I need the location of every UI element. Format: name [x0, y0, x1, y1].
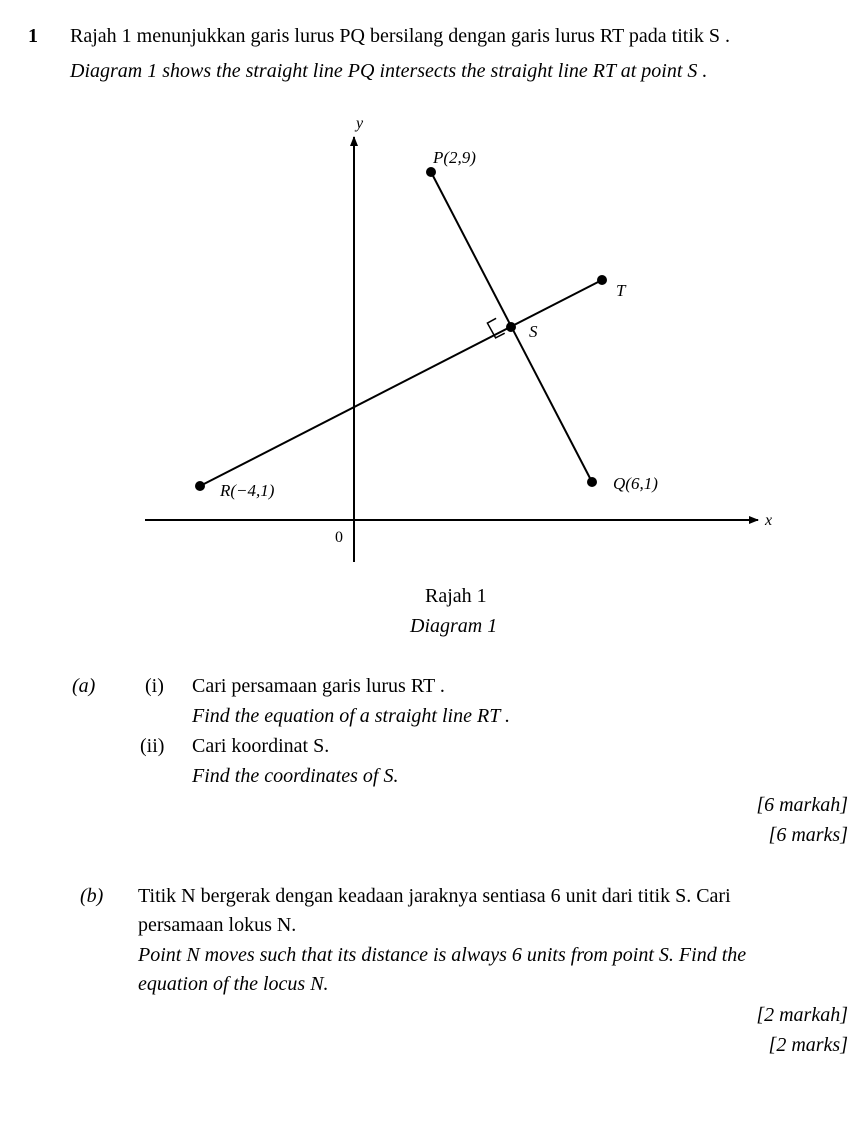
question-number: 1	[28, 25, 38, 47]
y-axis-label: y	[356, 115, 364, 132]
part-b-english-line1: Point N moves such that its distance is always 6 units from point S. Find the	[138, 944, 747, 966]
part-a-marks-malay: [6 markah]	[756, 794, 848, 816]
label-r: R(−4,1)	[220, 481, 275, 500]
part-b-marks-english: [2 marks]	[768, 1034, 848, 1056]
part-a-i-label: (i)	[145, 675, 164, 697]
point-p	[426, 167, 436, 177]
part-a-i-malay: Cari persamaan garis lurus RT .	[192, 675, 445, 697]
label-t: T	[616, 281, 626, 300]
part-a-ii-label: (ii)	[140, 735, 165, 757]
label-s: S	[529, 322, 538, 341]
part-a-label: (a)	[72, 675, 96, 697]
part-a-i-english: Find the equation of a straight line RT .	[192, 705, 510, 727]
question-stem-malay: Rajah 1 menunjukkan garis lurus PQ bersilang dengan garis lurus RT pada titik S .	[70, 25, 730, 47]
point-r	[195, 481, 205, 491]
point-t	[597, 275, 607, 285]
label-q: Q(6,1)	[613, 474, 658, 493]
x-axis-label: x	[765, 512, 773, 529]
diagram-caption-english: Diagram 1	[410, 615, 498, 637]
part-a-ii-malay: Cari koordinat S.	[192, 735, 330, 757]
part-a-ii-english: Find the coordinates of S.	[192, 765, 399, 787]
part-b-malay-line2: persamaan lokus N.	[138, 914, 297, 936]
origin-label: 0	[335, 529, 343, 546]
part-b-label: (b)	[80, 885, 104, 907]
point-q	[587, 477, 597, 487]
part-b-marks-malay: [2 markah]	[756, 1004, 848, 1026]
point-s	[506, 322, 516, 332]
part-b-malay-line1: Titik N bergerak dengan keadaan jaraknya sentiasa 6 unit dari titik S. Cari	[138, 885, 731, 907]
part-b-english-line2: equation of the locus N.	[138, 973, 329, 995]
diagram-caption-malay: Rajah 1	[425, 585, 487, 607]
part-a-marks-english: [6 marks]	[768, 824, 848, 846]
question-stem-english: Diagram 1 shows the straight line PQ intersects the straight line RT at point S .	[70, 60, 708, 82]
label-p: P(2,9)	[433, 148, 476, 167]
